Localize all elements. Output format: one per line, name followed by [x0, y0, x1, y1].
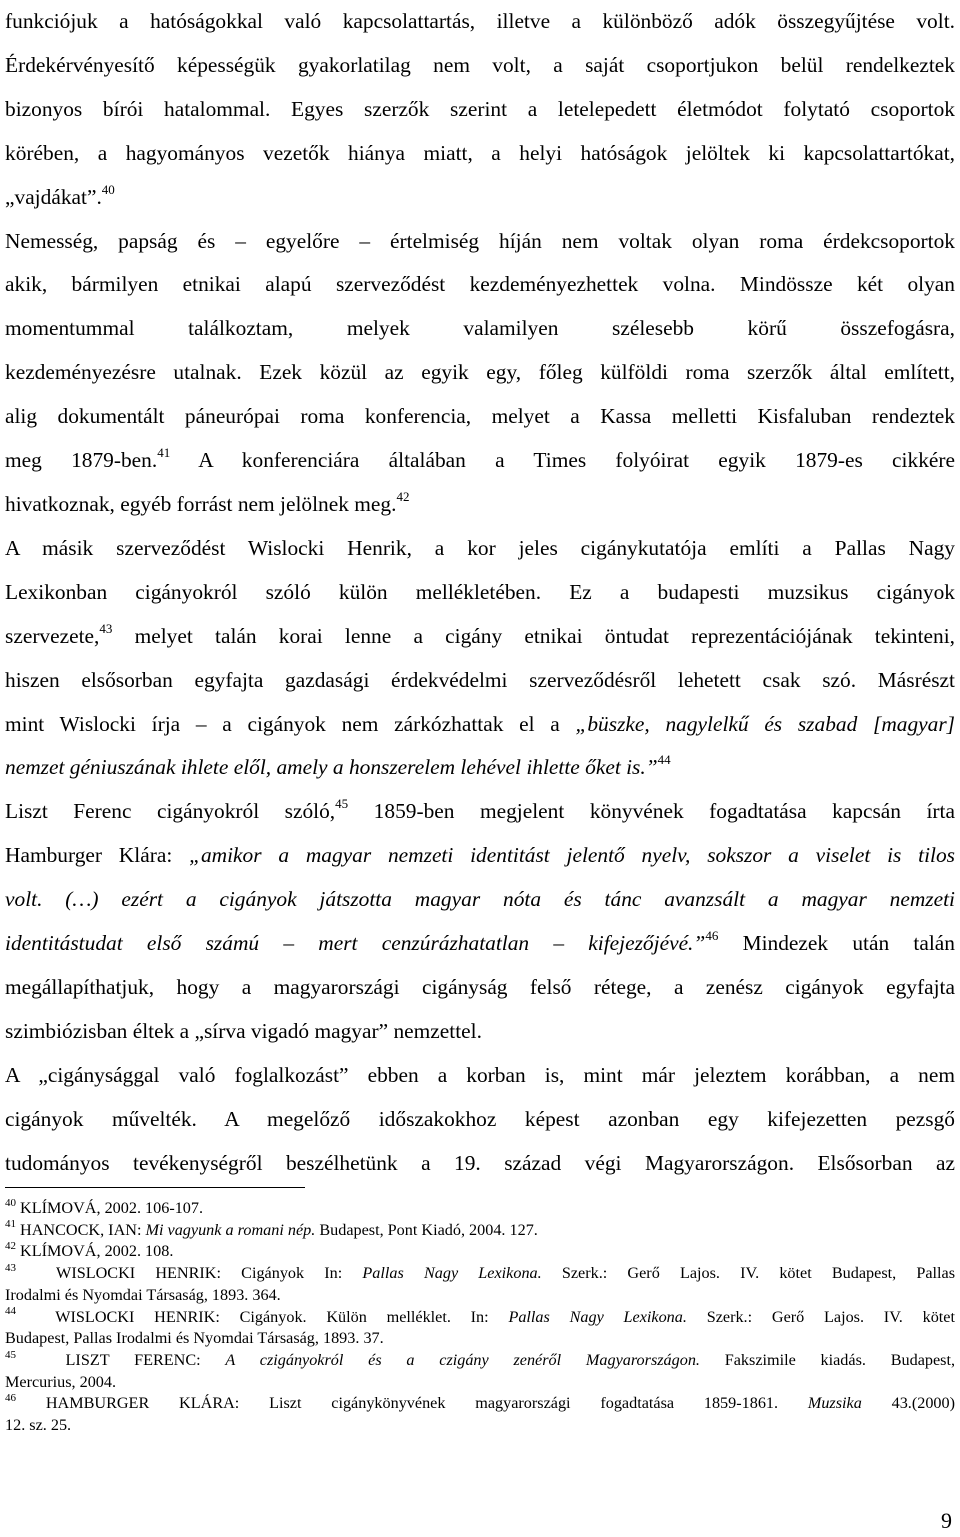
- text-line: momentummal találkoztam, melyek valamilyen szélesebb körű összefogásra,: [5, 316, 955, 341]
- footnote-46: [5, 1393, 955, 1436]
- footnote-44: [5, 1307, 955, 1350]
- text-segment: melyet talán korai lenne a cigány etnikai öntudat reprezentációjának tekinteni,: [112, 623, 955, 648]
- footnote-number: 43: [5, 1261, 16, 1274]
- text-line: A „cigánysággal való foglalkozást” ebben a korban is, mint már jeleztem korábban, a nem: [5, 1062, 955, 1087]
- text-line: A másik szerveződést Wislocki Henrik, a kor jeles cigánykutatója említi a Pallas Nagy: [5, 535, 955, 560]
- text-line: bizonyos bírói hatalommal. Egyes szerzők szerint a letelepedett életmódot folytató csoportok: [5, 96, 955, 121]
- footnote-line: 12. sz. 25.: [5, 1416, 72, 1435]
- footnote-text: Szerk.: Gerő Lajos. IV. kötet: [686, 1307, 955, 1326]
- footnote-text: Fakszimile kiadás. Budapest,: [699, 1350, 955, 1369]
- text-line: körében, a hagyományos vezetők hiánya miatt, a helyi hatóságok jelöltek ki kapcsolattartókat,: [5, 140, 955, 165]
- footnote-number: 40: [5, 1196, 16, 1209]
- text-line: cigányok művelték. A megelőző időszakokhoz képest azonban egy kifejezetten pezsgő: [5, 1106, 955, 1131]
- footnote-line: Budapest, Pallas Irodalmi és Nyomdai Társaság, 1893. 37.: [5, 1329, 384, 1348]
- footnote-text: Szerk.: Gerő Lajos. IV. kötet Budapest, Pallas: [541, 1264, 955, 1283]
- text-line: Érdekérvényesítő képességük gyakorlatilag nem volt, a saját csoportjukon belül rendelkeztek: [5, 52, 955, 77]
- text-line: [5, 483, 955, 527]
- text-line: [5, 439, 955, 483]
- footnote-line: [5, 1220, 955, 1242]
- quote-italic: volt. (…) ezért a cigányok játszotta magyar nóta és tánc avanzsált a magyar nemzeti: [5, 887, 955, 912]
- footnote-line: [5, 1263, 955, 1285]
- footnote-line: [5, 1393, 955, 1415]
- footnote-title: Muzsika: [807, 1394, 862, 1413]
- text-line: [5, 703, 955, 747]
- text-segment: Liszt Ferenc cigányokról szóló,: [5, 799, 336, 824]
- text-line: tudományos tevékenységről beszélhetünk a 19. század végi Magyarországon. Elsősorban az: [5, 1150, 955, 1175]
- text-line: hiszen elsősorban egyfajta gazdasági érdekvédelmi szerveződésről lehetett csak szó. Másrészt: [5, 667, 955, 692]
- main-body-text: [5, 0, 955, 1185]
- footnote-ref-42[interactable]: 42: [396, 488, 410, 504]
- text-line: [5, 878, 955, 922]
- footnote-number: 44: [5, 1305, 16, 1318]
- footnote-line: Mercurius, 2004.: [5, 1372, 117, 1391]
- footnotes: [5, 1198, 955, 1437]
- footnote-41: [5, 1220, 955, 1242]
- text-segment: Hamburger Klára:: [5, 843, 190, 868]
- text-line: funkciójuk a hatóságokkal való kapcsolattartás, illetve a különböző adók összegyűjtése volt.: [5, 9, 955, 33]
- paragraph-3: [5, 527, 955, 790]
- text-segment: „vajdákat”.: [5, 184, 102, 209]
- text-line: [5, 834, 955, 878]
- footnote-number: 45: [5, 1348, 16, 1361]
- quote-italic: identitástudat első számú – mert cenzúrázhatatlan – kifejezőjévé.”: [5, 931, 706, 956]
- text-line: [5, 922, 955, 966]
- footnote-43: [5, 1263, 955, 1306]
- text-segment: A konferenciára általában a Times folyóirat egyik 1879-es cikkére: [170, 448, 955, 473]
- footnote-ref-46[interactable]: 46: [705, 927, 719, 943]
- footnote-ref-40[interactable]: 40: [101, 181, 115, 197]
- text-line: kezdeményezésre utalnak. Ezek közül az egyik egy, főleg külföldi roma szerzők által említett,: [5, 360, 955, 385]
- text-line: [5, 746, 955, 790]
- text-line: szimbiózisban éltek a „sírva vigadó magyar” nemzettel.: [5, 1018, 482, 1043]
- text-line: akik, bármilyen etnikai alapú szerveződést kezdeményezhettek volna. Mindössze két olyan: [5, 272, 955, 297]
- footnote-number: 41: [5, 1218, 16, 1231]
- text-segment: szervezete,: [5, 623, 100, 648]
- footnote-text: HAMBURGER KLÁRA: Liszt cigánykönyvének magyarországi fogadtatása 1859-1861.: [45, 1394, 808, 1413]
- footnote-ref-45[interactable]: 45: [335, 796, 349, 812]
- footnote-line: [5, 1350, 955, 1372]
- footnote-title: Pallas Nagy Lexikona.: [362, 1264, 542, 1283]
- text-segment: hivatkoznak, egyéb forrást nem jelölnek meg.: [5, 491, 397, 516]
- footnote-text: KLÍMOVÁ, 2002. 106-107.: [20, 1199, 204, 1217]
- footnote-ref-43[interactable]: 43: [99, 620, 113, 636]
- text-line: Lexikonban cigányokról szóló külön mellékletében. Ez a budapesti muzsikus cigányok: [5, 579, 955, 604]
- footnote-title: Pallas Nagy Lexikona.: [508, 1307, 687, 1326]
- footnote-line: [5, 1241, 955, 1263]
- text-segment: meg 1879-ben.: [5, 448, 158, 473]
- quote-italic: „amikor a magyar nemzeti identitást jelentő nyelv, sokszor a viselet is tilos: [189, 843, 955, 868]
- text-line: megállapíthatjuk, hogy a magyarországi cigányság felső rétege, a zenész cigányok egyfajta: [5, 974, 955, 999]
- footnote-line: [5, 1198, 955, 1220]
- footnote-text: WISLOCKI HENRIK: Cigányok In:: [56, 1264, 363, 1283]
- text-line: [5, 176, 955, 220]
- quote-italic: nemzet géniuszának ihlete elől, amely a honszerelem lehével ihlette őket is.”: [5, 755, 658, 780]
- paragraph-1: [5, 0, 955, 220]
- footnote-45: [5, 1350, 955, 1393]
- footnote-title: Mi vagyunk a romani nép.: [145, 1220, 316, 1239]
- quote-italic: „büszke, nagylelkű és szabad [magyar]: [575, 711, 955, 736]
- paragraph-5: [5, 1054, 955, 1186]
- paragraph-4: [5, 790, 955, 1053]
- footnote-text: LISZT FERENC:: [65, 1350, 226, 1369]
- text-segment: 1859-ben megjelent könyvének fogadtatása kapcsán írta: [348, 799, 955, 824]
- footnote-number: 42: [5, 1240, 16, 1253]
- footnote-text: 43.(2000): [861, 1394, 956, 1413]
- footnote-40: [5, 1198, 955, 1220]
- footnote-42: [5, 1241, 955, 1263]
- footnote-ref-44[interactable]: 44: [657, 752, 671, 768]
- footnote-text: Budapest, Pont Kiadó, 2004. 127.: [315, 1220, 538, 1239]
- text-line: [5, 790, 955, 834]
- paragraph-2: [5, 220, 955, 527]
- footnote-line: Irodalmi és Nyomdai Társaság, 1893. 364.: [5, 1285, 281, 1304]
- footnote-title: A czigányokról és a czigány zenéről Magyarországon.: [225, 1350, 700, 1369]
- footnote-ref-41[interactable]: 41: [157, 444, 171, 460]
- footnote-text: WISLOCKI HENRIK: Cigányok. Külön melléklet. In:: [55, 1307, 509, 1326]
- footnote-separator: [5, 1187, 305, 1188]
- text-line: Nemesség, papság és – egyelőre – értelmiség híján nem voltak olyan roma érdekcsoportok: [5, 228, 955, 253]
- text-line: [5, 615, 955, 659]
- page-number: 9: [941, 1508, 952, 1533]
- footnote-number: 46: [5, 1391, 16, 1404]
- text-line: alig dokumentált páneurópai roma konferencia, melyet a Kassa melletti Kisfaluban rendeztek: [5, 404, 955, 429]
- text-segment: Mindezek után talán: [718, 931, 955, 956]
- footnote-text: KLÍMOVÁ, 2002. 108.: [20, 1242, 174, 1261]
- text-segment: mint Wislocki írja – a cigányok nem zárkózhattak el a: [5, 711, 576, 736]
- footnote-line: [5, 1307, 955, 1329]
- footnote-text: HANCOCK, IAN:: [20, 1220, 146, 1239]
